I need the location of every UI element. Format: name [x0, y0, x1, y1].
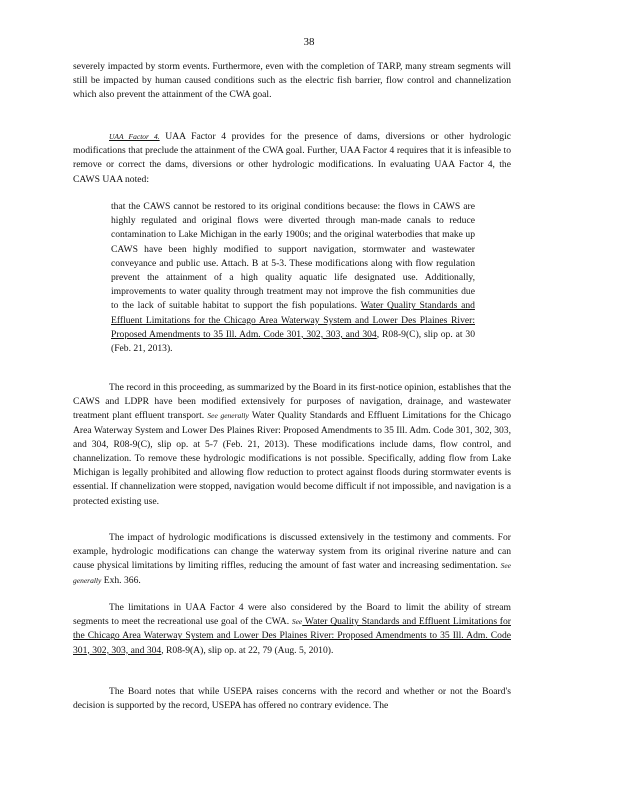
- paragraph-uaa-factor-4-text: UAA Factor 4 provides for the presence of dams, diversions or other hydrologic modifications that preclude the attainment of the CWA goal. Further, UAA Factor 4 requires that it is infeasible to remove or correct the dams, diversions or other hydrologic modifications. In evaluating UAA Factor 4, the CAWS UAA noted:: [73, 131, 511, 185]
- section-heading: UAA Factor 4.: [109, 132, 160, 141]
- paragraph-uaa-factor-4: [73, 130, 511, 187]
- paragraph-record-a: The record in this proceeding, as summarized by the Board in its first-notice opinion, establishes that the CAWS and LDPR have been modified extensively for purposes of navigation, drainage, and wastewater treatment plant effluent transport.: [73, 382, 511, 422]
- paragraph-tarp: severely impacted by storm events. Furthermore, even with the completion of TARP, many stream segments will still be impacted by human caused conditions such as the electric fish barrier, flow control and channelization which also prevent the attainment of the CWA goal.: [73, 61, 511, 101]
- paragraph-limitations-b: , R08-9(A), slip op. at 22, 79 (Aug. 5, 2010).: [161, 644, 334, 656]
- paragraph-usepa: The Board notes that while USEPA raises concerns with the record and whether or not the Board's decision is supported by the record, USEPA has offered no contrary evidence. The: [73, 686, 511, 712]
- paragraph-limitations: [73, 601, 511, 658]
- signal-see-generally: See generally: [207, 411, 249, 421]
- paragraph-impact: [73, 531, 511, 588]
- paragraph-record-b: Water Quality Standards and Effluent Limitations for the Chicago Area Waterway System and Lower Des Plaines River: Proposed Amendments to 35 Ill. Adm. Code 301, 302, 303, and 304, R08-9(C), slip op. at 5-7 (Feb. 21, 2013). These modifications include dams, flow control, and channelization. To remove these hydrologic modifications is not possible. Specifically, adding flow from Lake Michigan is legally prohibited and allowing flow reduction to protect against floods during stormwater events is essential. If channelization were stopped, navigation would become difficult if not impossible, and navigation is a protected existing use.: [73, 410, 511, 507]
- block-quote-text: that the CAWS cannot be restored to its original conditions because: the flows in CAWS are highly regulated and original flows were diverted through man-made canals to reduce contamination to Lake Michigan in the early 1900s; and the original waterbodies that make up CAWS have been highly modified to support navigation, stormwater and wastewater conveyance and public use. Attach. B at 5-3. These modifications along with flow regulation prevent the attainment of a high quality aquatic life designated use. Additionally, improvements to water quality through treatment may not improve the fish communities due to the lack of suitable habitat to support the fish populations.: [111, 201, 475, 312]
- signal-see-generally-2: See generally: [73, 561, 511, 585]
- block-quote: [111, 200, 475, 356]
- paragraph-limitations-citation: Water Quality Standards and Effluent Limitations for the Chicago Area Waterway System and Lower Des Plaines River: Proposed Amendments to 35 Ill. Adm. Code 301, 302, 303, and 304: [73, 616, 511, 656]
- block-quote-tail: , R08-9(C), slip op. at 30 (Feb. 21, 2013).: [111, 328, 475, 355]
- paragraph-impact-a: The impact of hydrologic modifications is discussed extensively in the testimony and comments. For example, hydrologic modifications can change the waterway system from its original riverine nature and can cause physical limitations by limiting riffles, reducing the amount of fast water and increasing sedimentation.: [73, 532, 511, 572]
- paragraph-impact-b: Exh. 366.: [101, 574, 141, 586]
- signal-see: See: [291, 617, 303, 627]
- block-quote-citation: Water Quality Standards and Effluent Limitations for the Chicago Area Waterway System and Lower Des Plaines River: Proposed Amendments to 35 Ill. Adm. Code 301, 302, 303, and 304: [111, 300, 475, 340]
- paragraph-limitations-a: The limitations in UAA Factor 4 were also considered by the Board to limit the ability of stream segments to meet the recreational use goal of the CWA.: [73, 602, 511, 628]
- page-number: 38: [303, 36, 315, 48]
- paragraph-record: [73, 381, 511, 509]
